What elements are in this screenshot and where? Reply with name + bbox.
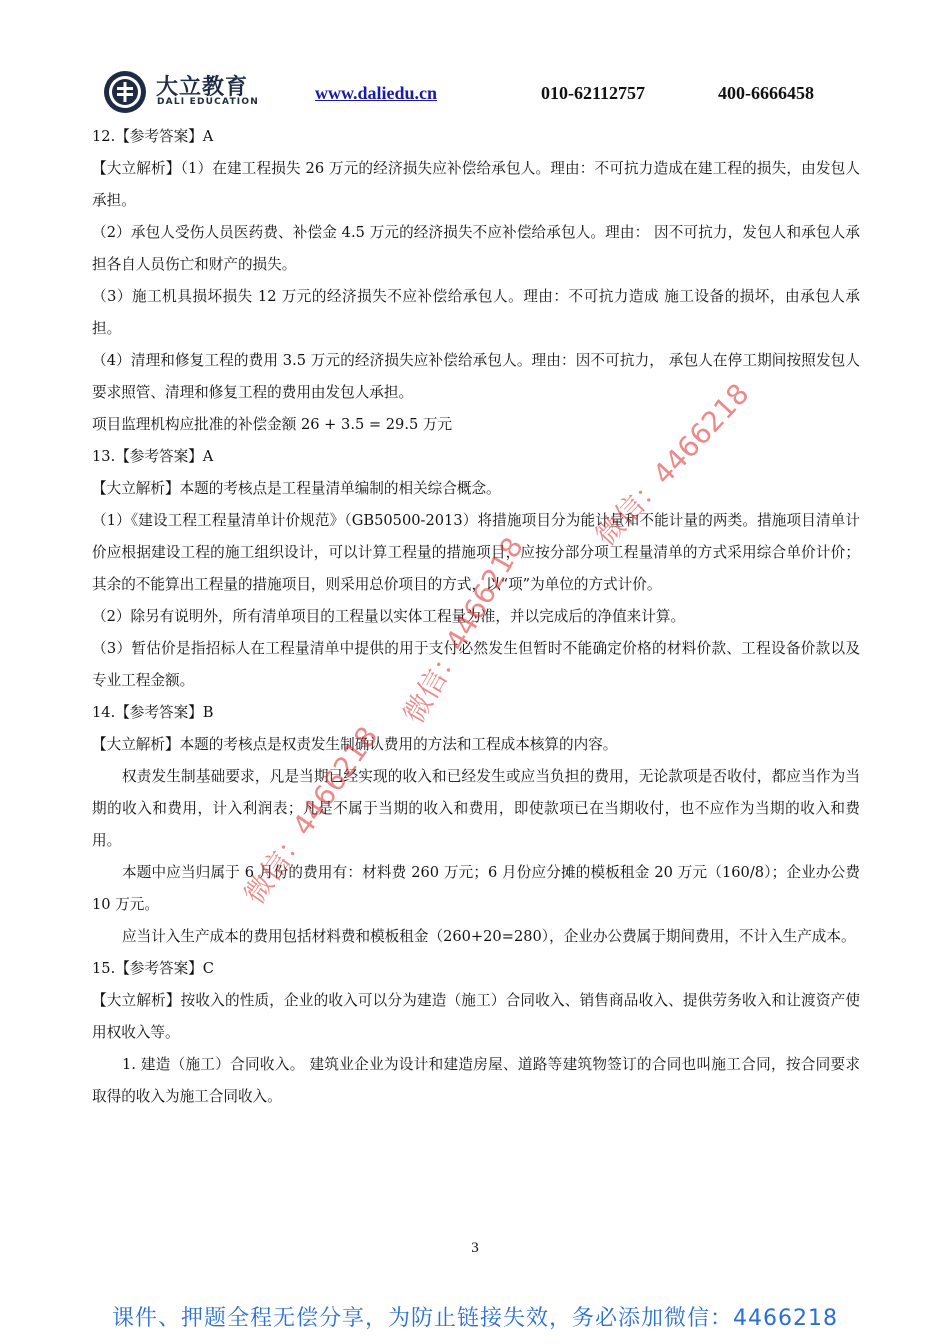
paragraph: 【大立解析】本题的考核点是工程量清单编制的相关综合概念。	[92, 480, 501, 497]
website-link[interactable]: www.daliedu.cn	[315, 83, 438, 103]
page-header	[0, 0, 950, 118]
paragraph: （1）《建设工程工程量清单计价规范》（GB50500-2013）将措施项目分为能计量和不能计量的两类。措施项目清单计价应根据建设工程的施工组织设计，可以计算工程量的措施项目，应按分部分项工程量清单的方式采用综合单价计价；其余的不能算出工程量的措施项目，则采用总价项目的方式，以“项”为单位的方式计价。	[92, 512, 860, 593]
paragraph: 应当计入生产成本的费用包括材料费和模板租金（260+20=280），企业办公费属于期间费用，不计入生产成本。	[122, 928, 856, 945]
paragraph: 15.【参考答案】C	[92, 960, 214, 977]
paragraph: （2）除另有说明外，所有清单项目的工程量以实体工程量为准，并以完成后的净值来计算。	[92, 608, 686, 625]
paragraph: 14.【参考答案】B	[92, 704, 214, 721]
paragraph: 1. 建造（施工）合同收入。 建筑业企业为设计和建造房屋、道路等建筑物签订的合同也叫施工合同，按合同要求取得的收入为施工合同收入。	[92, 1056, 860, 1105]
paragraph: 12.【参考答案】A	[92, 128, 214, 145]
paragraph: 【大立解析】（1）在建工程损失 26 万元的经济损失应补偿给承包人。理由：不可抗力造成在建工程的损失，由发包人承担。	[92, 160, 860, 209]
footer-banner: 课件、押题全程无偿分享，为防止链接失效，务必添加微信：4466218	[112, 1306, 838, 1331]
paragraph: 【大立解析】按收入的性质，企业的收入可以分为建造（施工）合同收入、销售商品收入、提供劳务收入和让渡资产使用权收入等。	[92, 992, 860, 1041]
phone-number-2: 400-6666458	[718, 83, 814, 103]
paragraph: （3）暂估价是指招标人在工程量清单中提供的用于支付必然发生但暂时不能确定价格的材料价款、工程设备价款以及专业工程金额。	[92, 640, 860, 689]
paragraph: （4）清理和修复工程的费用 3.5 万元的经济损失应补偿给承包人。理由：因不可抗力， 承包人在停工期间按照发包人要求照管、清理和修复工程的费用由发包人承担。	[92, 352, 860, 401]
paragraph: 【大立解析】本题的考核点是权责发生制确认费用的方法和工程成本核算的内容。	[92, 736, 618, 753]
document-body	[92, 121, 860, 1113]
dali-logo-icon	[103, 70, 147, 114]
watermark: 微信：4466218	[237, 720, 385, 911]
paragraph: （3）施工机具损坏损失 12 万元的经济损失不应补偿给承包人。理由：不可抗力造成 施工设备的损坏，由承包人承担。	[92, 288, 860, 337]
watermark: 微信：4466218	[589, 377, 756, 553]
paragraph: 项目监理机构应批准的补偿金额 26 + 3.5 = 29.5 万元	[92, 416, 453, 433]
paragraph: 权责发生制基础要求，凡是当期已经实现的收入和已经发生或应当负担的费用，无论款项是否收付，都应当作为当期的收入和费用，计入利润表；凡是不属于当期的收入和费用，即使款项已在当期收付，也不应作为当期的收入和费用。	[92, 768, 860, 849]
paragraph: （2）承包人受伤人员医药费、补偿金 4.5 万元的经济损失不应补偿给承包人。理由： 因不可抗力，发包人和承包人承担各自人员伤亡和财产的损失。	[92, 224, 860, 273]
phone-number-1: 010-62112757	[541, 83, 646, 103]
page-number: 3	[471, 1240, 479, 1256]
watermark: 微信：4466218	[397, 531, 530, 729]
brand-name-en: DALI EDUCATION	[157, 97, 259, 107]
brand-name-cn: 大立教育	[156, 75, 249, 100]
paragraph: 本题中应当归属于 6 月份的费用有：材料费 260 万元；6 月份应分摊的模板租金 20 万元（160/8）；企业办公费 10 万元。	[92, 864, 860, 913]
paragraph: 13.【参考答案】A	[92, 448, 214, 465]
